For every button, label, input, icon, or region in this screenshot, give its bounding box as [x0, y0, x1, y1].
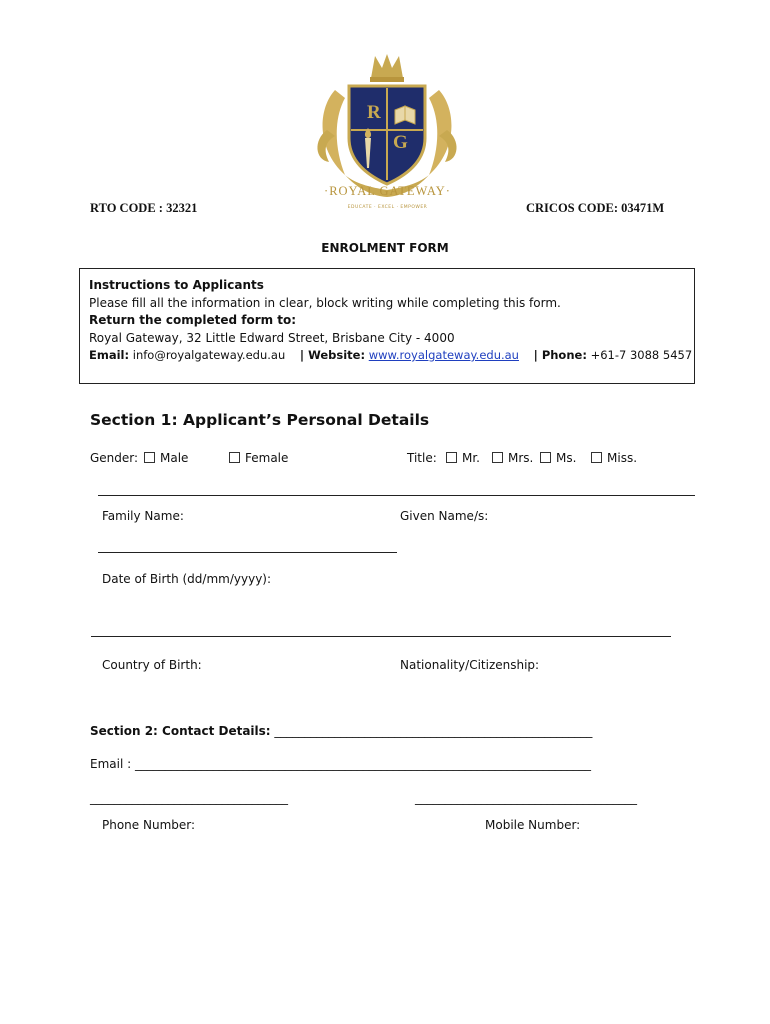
gender-option-male[interactable]	[144, 451, 188, 465]
logo-monogram-r: R	[367, 102, 381, 123]
checkbox-mr[interactable]	[446, 452, 457, 463]
family-name-line[interactable]	[98, 552, 397, 553]
checkbox-ms[interactable]	[540, 452, 551, 463]
return-address: Royal Gateway, 32 Little Edward Street, Brisbane City - 4000	[89, 330, 455, 345]
title-option-mrs[interactable]	[492, 451, 533, 465]
royal-gateway-logo	[305, 50, 470, 218]
email-value: info@royalgateway.edu.au	[129, 348, 286, 362]
nationality-label: Nationality/Citizenship:	[400, 658, 540, 672]
checkbox-mrs[interactable]	[492, 452, 503, 463]
email-field-line[interactable]: ____________________________________________________________________________	[134, 757, 591, 771]
checkbox-miss[interactable]	[591, 452, 602, 463]
email-field-label: Email :	[90, 757, 135, 771]
checkbox-female[interactable]	[229, 452, 240, 463]
mobile-number-label: Mobile Number:	[485, 818, 581, 832]
country-of-birth-label: Country of Birth:	[102, 658, 202, 672]
title-miss-label: Miss.	[607, 451, 638, 465]
section2-title	[90, 724, 592, 738]
title-ms-label: Ms.	[556, 451, 577, 465]
instructions-text: Please fill all the information in clear, block writing while completing this form.	[89, 295, 561, 310]
phone-label: | Phone:	[533, 348, 587, 362]
title-option-ms[interactable]	[540, 451, 576, 465]
section1-title: Section 1: Applicant’s Personal Details	[90, 411, 430, 429]
website-label: | Website:	[299, 348, 366, 362]
logo-brand-name: ·ROYAL GATEWAY·	[324, 184, 451, 198]
form-title: ENROLMENT FORM	[321, 241, 449, 255]
checkbox-male[interactable]	[144, 452, 155, 463]
email-row	[90, 757, 591, 771]
email-label: Email:	[89, 348, 130, 362]
gender-female-label: Female	[245, 451, 289, 465]
return-label: Return the completed form to:	[89, 313, 297, 327]
section2-title-text: Section 2: Contact Details:	[90, 724, 271, 738]
contact-details-line[interactable]: _____________________________________________________	[270, 724, 593, 738]
given-names-label: Given Name/s:	[400, 509, 489, 523]
rto-code: RTO CODE : 32321	[90, 201, 198, 215]
title-mrs-label: Mrs.	[508, 451, 534, 465]
title-option-miss[interactable]	[591, 451, 637, 465]
dob-label: Date of Birth (dd/mm/yyyy):	[102, 572, 272, 586]
gender-option-female[interactable]	[229, 451, 288, 465]
logo-monogram-g: G	[393, 132, 408, 153]
mobile-line[interactable]: _____________________________________	[415, 791, 637, 805]
title-option-mr[interactable]	[446, 451, 480, 465]
cricos-code: CRICOS CODE: 03471M	[526, 201, 665, 215]
phone-value: +61-7 3088 5457	[586, 348, 693, 362]
family-name-label: Family Name:	[102, 509, 184, 523]
instructions-box	[79, 268, 695, 384]
gender-label: Gender:	[90, 451, 139, 465]
dob-line[interactable]	[91, 636, 671, 637]
name-line-top[interactable]	[98, 495, 695, 496]
title-mr-label: Mr.	[462, 451, 480, 465]
phone-line[interactable]: _________________________________	[90, 791, 288, 805]
instructions-heading: Instructions to Applicants	[89, 278, 264, 292]
website-link[interactable]: www.royalgateway.edu.au	[368, 348, 519, 362]
logo-tagline: EDUCATE · EXCEL · EMPOWER	[347, 205, 428, 210]
gender-male-label: Male	[160, 451, 189, 465]
contact-line	[89, 347, 693, 365]
title-label: Title:	[407, 451, 437, 465]
phone-number-label: Phone Number:	[102, 818, 196, 832]
